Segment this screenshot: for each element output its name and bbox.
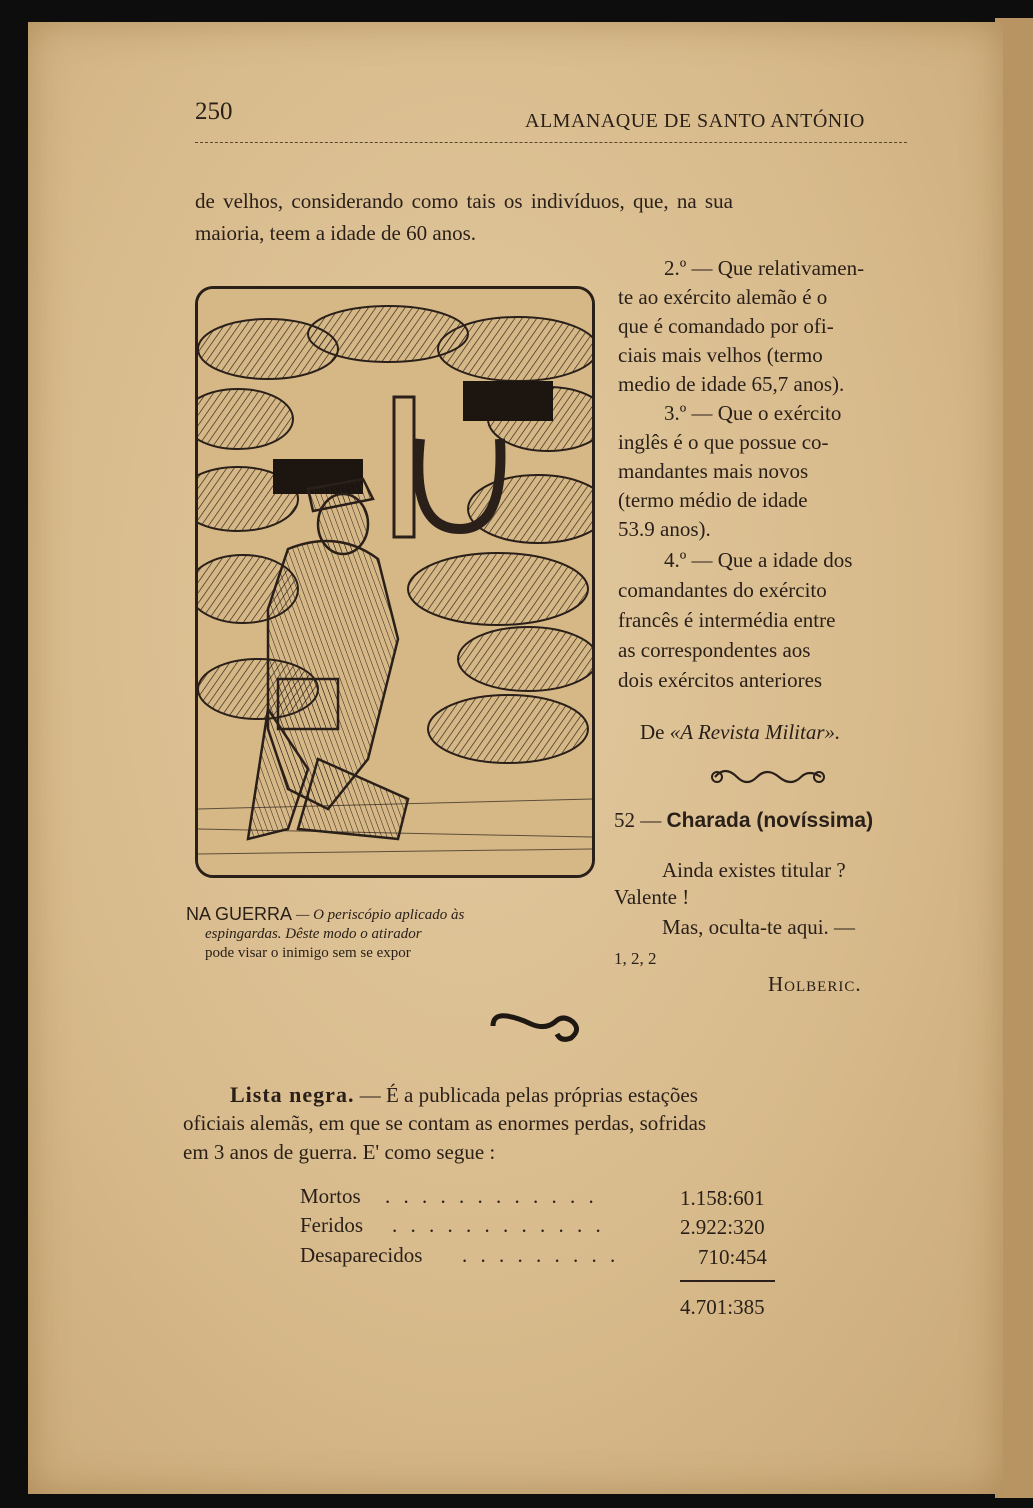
source-citation: [640, 718, 840, 747]
caption-line: espingardas. Dêste modo o atirador: [205, 926, 422, 942]
ornament-icon: [485, 1002, 585, 1042]
caption-line: pode visar o inimigo sem se expor: [205, 945, 411, 961]
charada-author: Holberic.: [768, 972, 862, 996]
table-total: 4.701:385: [680, 1295, 765, 1319]
page-number: 250: [195, 98, 233, 125]
column-line: 4.º — Que a idade dos: [664, 548, 853, 572]
table-row-leader: . . . . . . . . .: [462, 1243, 620, 1267]
column-line: que é comandado por ofi-: [618, 314, 834, 338]
column-line: comandantes do exército: [618, 578, 827, 602]
soldier-periscope-drawing: [198, 289, 592, 875]
source-prefix: De: [640, 720, 670, 744]
table-row-value: 710:454: [698, 1245, 767, 1269]
caption-line: — O periscópio aplicado às: [296, 907, 465, 923]
column-line: medio de idade 65,7 anos).: [618, 372, 845, 396]
table-row-value: 2.922:320: [680, 1215, 765, 1239]
table-row-value: 1.158:601: [680, 1186, 765, 1210]
running-title: ALMANAQUE DE SANTO ANTÓNIO: [525, 110, 865, 132]
charada-line: Ainda existes titular ?: [662, 858, 846, 882]
charada-numbers: 1, 2, 2: [614, 949, 657, 968]
column-line: 53.9 anos).: [618, 517, 711, 541]
column-line: 3.º — Que o exército: [664, 401, 842, 425]
lista-negra-line: [230, 1080, 698, 1110]
lista-negra-text: — É a publicada pelas próprias estações: [359, 1083, 698, 1107]
lista-negra-line: oficiais alemãs, em que se contam as enormes perdas, sofridas: [183, 1111, 707, 1135]
table-row-label: Mortos: [300, 1184, 361, 1208]
lista-negra-title: Lista negra.: [230, 1082, 355, 1107]
charada-heading: 52 — Charada (novíssima): [614, 808, 874, 832]
column-line: inglês é o que possue co-: [618, 430, 829, 454]
column-line: te ao exército alemão é o: [618, 285, 828, 309]
charada-line: Mas, oculta-te aqui. —: [662, 915, 856, 939]
charada-title: Charada (novíssima): [666, 809, 874, 832]
ornament-icon: [705, 764, 835, 790]
table-row-leader: . . . . . . . . . . . .: [385, 1184, 598, 1208]
source-title: «A Revista Militar».: [669, 720, 841, 744]
table-row-label: Desaparecidos: [300, 1243, 423, 1267]
column-line: francês é intermédia entre: [618, 608, 836, 632]
column-line: mandantes mais novos: [618, 459, 809, 483]
caption-title: NA GUERRA: [186, 904, 293, 924]
table-row-label: Feridos: [300, 1213, 363, 1237]
column-line: ciais mais velhos (termo: [618, 343, 823, 367]
header-rule: [195, 142, 907, 143]
table-row-leader: . . . . . . . . . . . .: [392, 1213, 605, 1237]
total-rule: [680, 1280, 775, 1282]
charada-line: Valente !: [614, 885, 690, 909]
intro-line: maioria, teem a idade de 60 anos.: [195, 221, 477, 245]
column-line: as correspondentes aos: [618, 638, 811, 662]
column-line: (termo médio de idade: [618, 488, 808, 512]
charada-number: 52: [614, 808, 635, 832]
intro-line: de velhos, considerando como tais os indivíduos, que, na sua: [195, 189, 733, 213]
column-line: 2.º — Que relativamen-: [664, 256, 865, 280]
lista-negra-line: em 3 anos de guerra. E' como segue :: [183, 1140, 496, 1164]
war-illustration: [195, 286, 595, 878]
column-line: dois exércitos anteriores: [618, 668, 823, 692]
